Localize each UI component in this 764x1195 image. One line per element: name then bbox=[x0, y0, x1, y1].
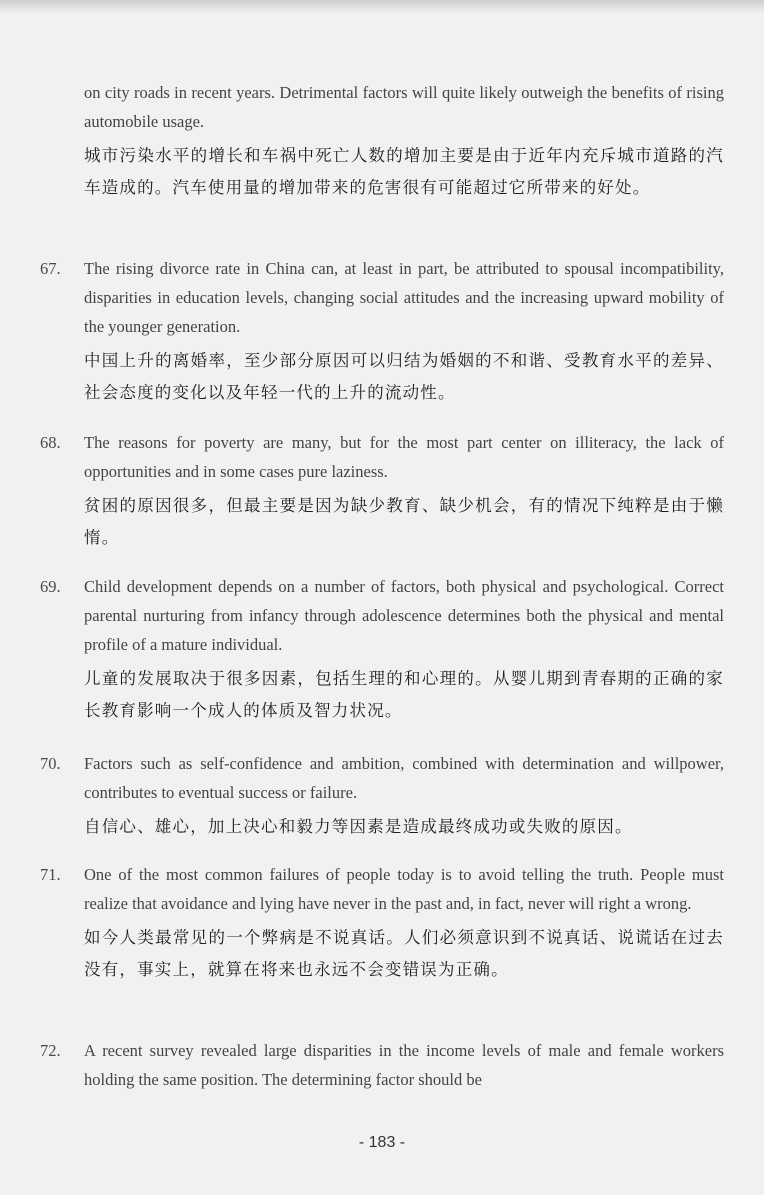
entry-71 bbox=[0, 860, 764, 986]
entry-english: One of the most common failures of people today is to avoid telling the truth. People must realize that avoidance and lying have never in the past and, in fact, never will right a wrong. bbox=[84, 865, 724, 913]
continuation-paragraph bbox=[0, 78, 764, 204]
entry-chinese: 如今人类最常见的一个弊病是不说真话。人们必须意识到不说真话、说谎话在过去没有，事实上，就算在将来也永远不会变错误为正确。 bbox=[84, 928, 724, 979]
entry-number: 68. bbox=[40, 433, 61, 452]
entry-english: Child development depends on a number of factors, both physical and psychological. Correct parental nurturing from infancy through adolescence determines both the physical and mental profile of a mature individual. bbox=[84, 577, 724, 654]
entry-70 bbox=[0, 749, 764, 843]
entry-number: 71. bbox=[40, 865, 61, 884]
entry-number: 70. bbox=[40, 754, 61, 773]
entry-chinese: 自信心、雄心，加上决心和毅力等因素是造成最终成功或失败的原因。 bbox=[84, 817, 633, 836]
page-number: - 183 - bbox=[358, 1134, 406, 1151]
entry-number: 72. bbox=[40, 1041, 61, 1060]
page-top-shadow bbox=[0, 0, 764, 14]
entry-number: 67. bbox=[40, 259, 61, 278]
entry-english: The reasons for poverty are many, but for the most part center on illiteracy, the lack of opportunities and in some cases pure laziness. bbox=[84, 433, 724, 481]
entry-chinese: 中国上升的离婚率，至少部分原因可以归结为婚姻的不和谐、受教育水平的差异、社会态度的变化以及年轻一代的上升的流动性。 bbox=[84, 351, 724, 402]
continuation-chinese: 城市污染水平的增长和车祸中死亡人数的增加主要是由于近年内充斥城市道路的汽车造成的。汽车使用量的增加带来的危害很有可能超过它所带来的好处。 bbox=[84, 146, 724, 197]
entry-68 bbox=[0, 428, 764, 554]
entry-69 bbox=[0, 572, 764, 727]
entry-english: The rising divorce rate in China can, at least in part, be attributed to spousal incompatibility, disparities in education levels, changing social attitudes and the increasing upward mobility of the younger generation. bbox=[84, 259, 724, 336]
entry-english: Factors such as self-confidence and ambition, combined with determination and willpower, contributes to eventual success or failure. bbox=[84, 754, 724, 802]
entry-72 bbox=[0, 1036, 764, 1094]
entry-chinese: 儿童的发展取决于很多因素，包括生理的和心理的。从婴儿期到青春期的正确的家长教育影响一个成人的体质及智力状况。 bbox=[84, 669, 724, 720]
entry-chinese: 贫困的原因很多，但最主要是因为缺少教育、缺少机会，有的情况下纯粹是由于懒惰。 bbox=[84, 496, 724, 547]
entry-67 bbox=[0, 254, 764, 409]
entry-number: 69. bbox=[40, 577, 61, 596]
entry-english: A recent survey revealed large disparities in the income levels of male and female workers holding the same position. The determining factor should be bbox=[84, 1041, 724, 1089]
continuation-english: on city roads in recent years. Detrimental factors will quite likely outweigh the benefits of rising automobile usage. bbox=[84, 83, 724, 131]
